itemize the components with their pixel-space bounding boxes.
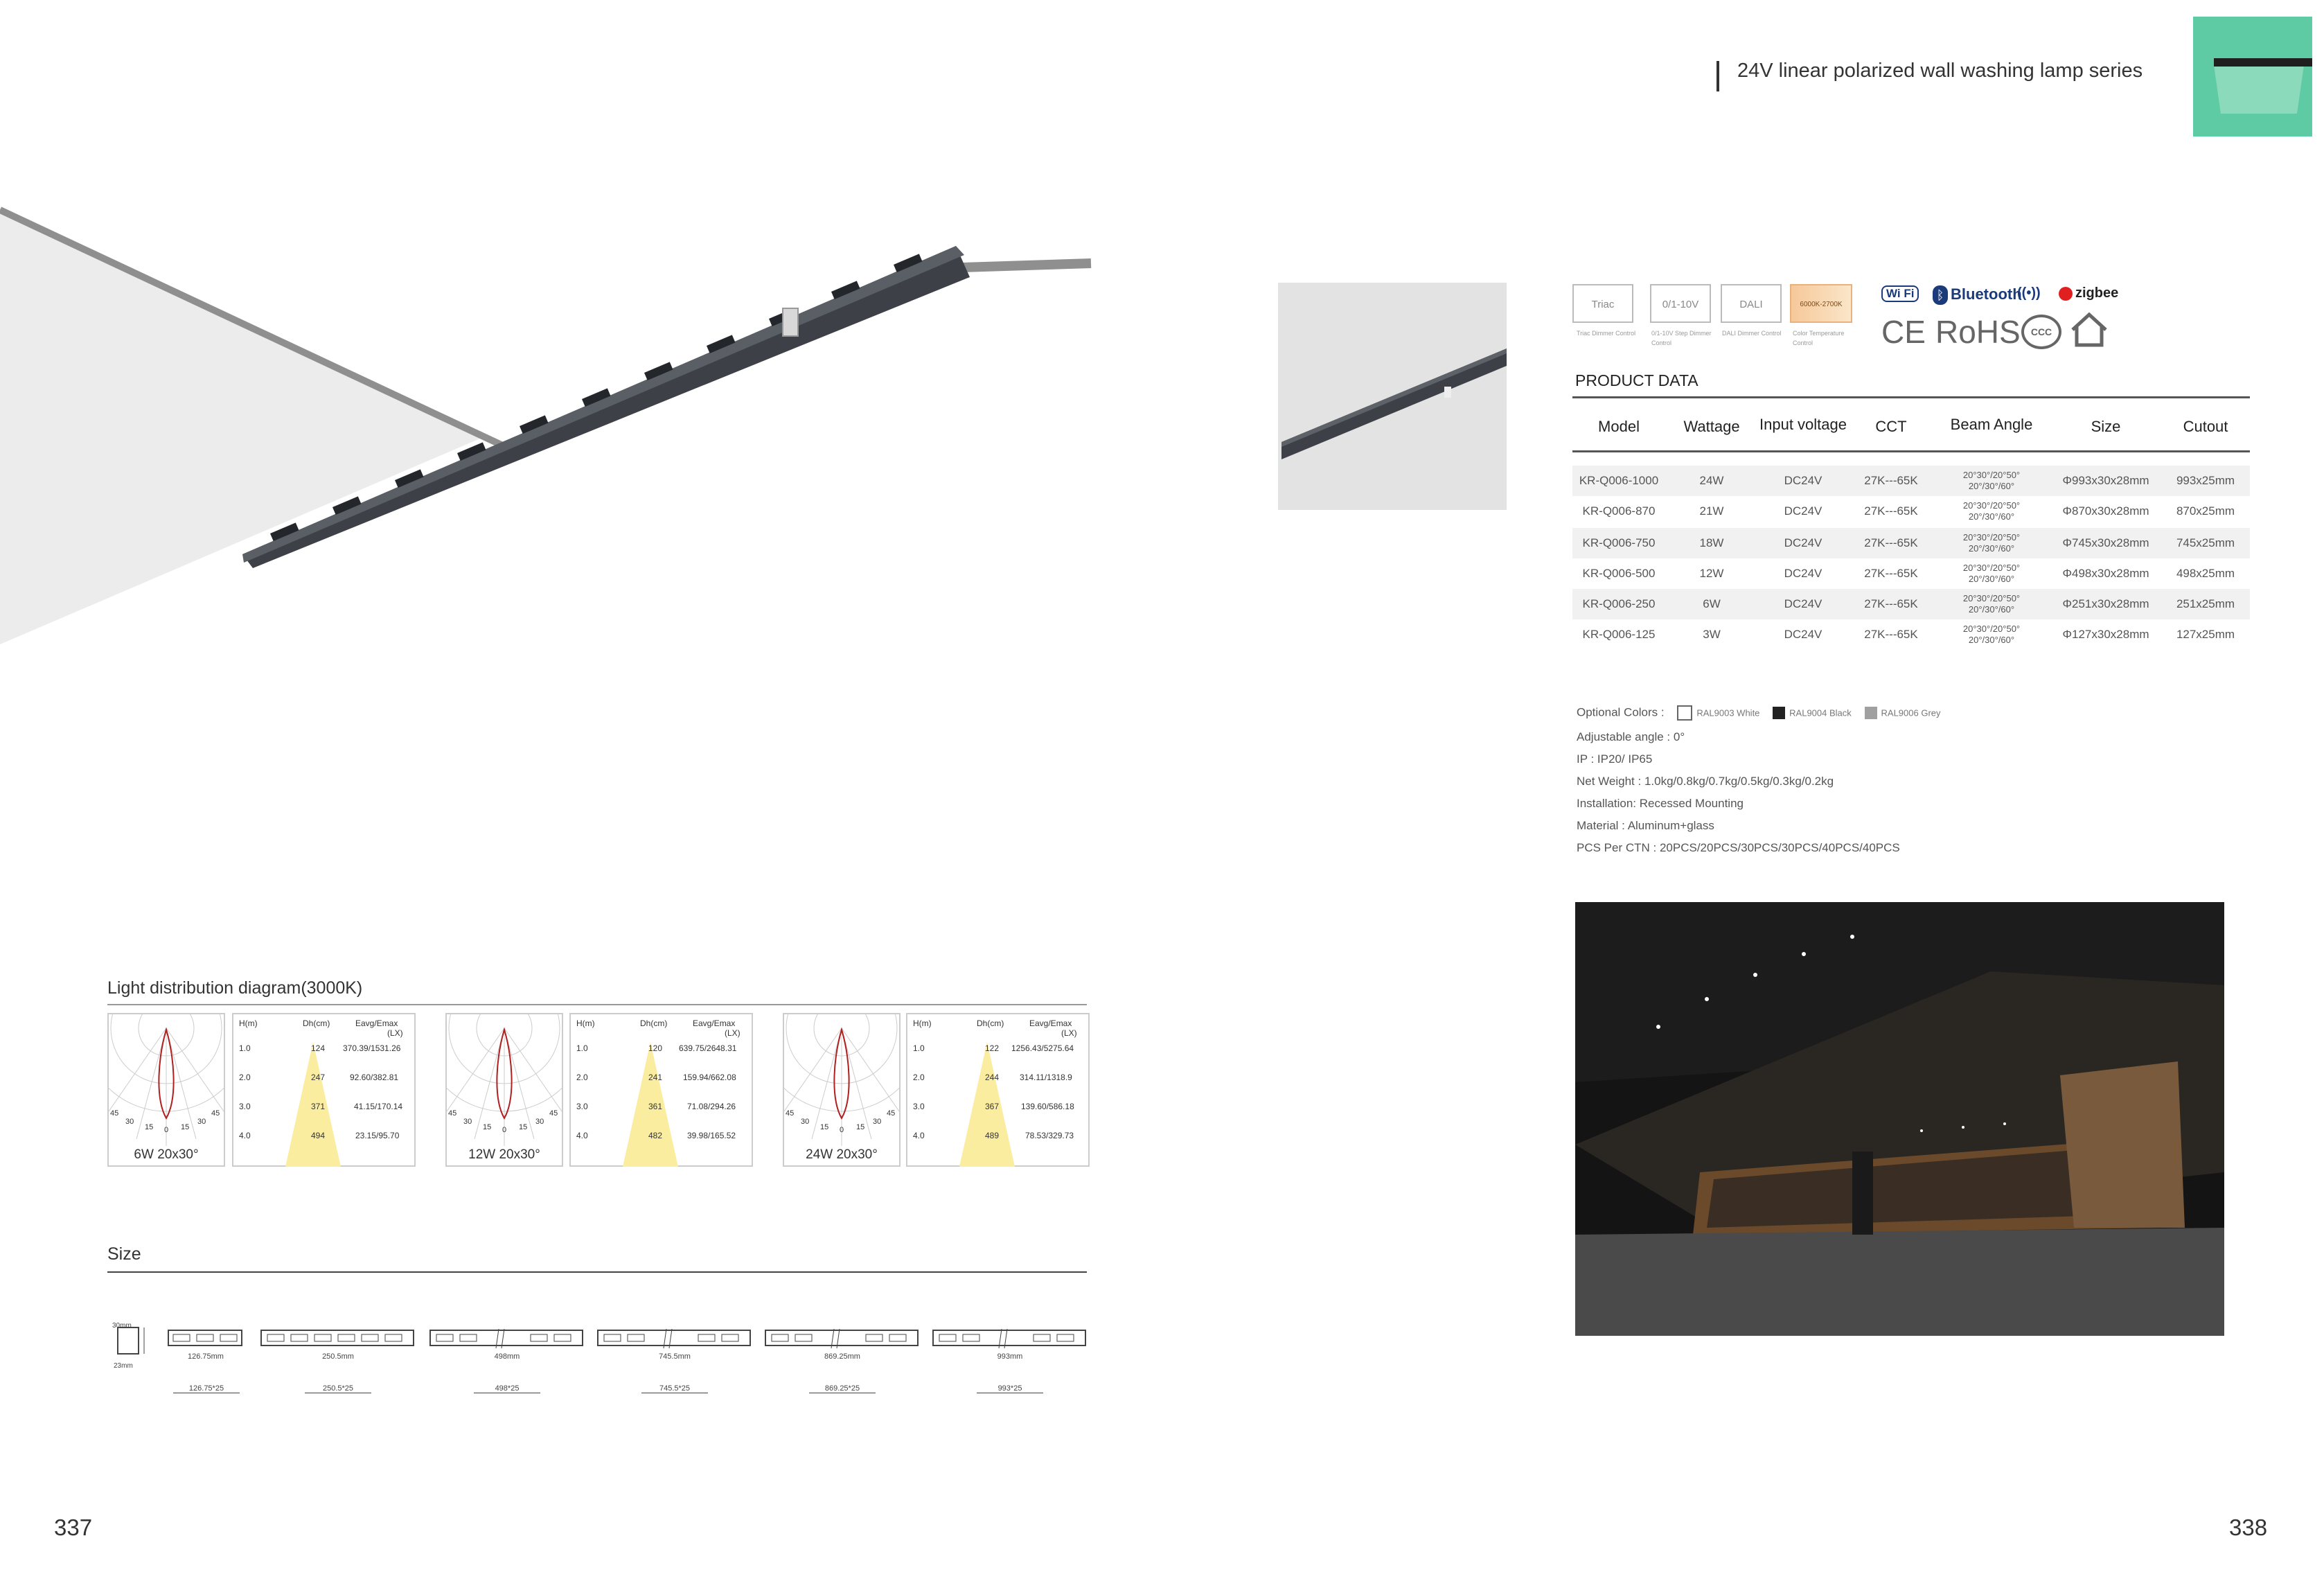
spec-ip: IP : IP20/ IP65 [1577, 752, 1653, 766]
beam-line-1: 20°30°/20°50° [1962, 593, 2021, 603]
height-cell: 1.0 [576, 1043, 588, 1053]
table-row [1572, 558, 2250, 589]
cutout-cell: 745x25mm [2176, 536, 2235, 549]
size-cell: Φ127x30x28mm [2062, 628, 2149, 641]
eavg-header: Eavg/Emax [1029, 1018, 1072, 1028]
dh-header: Dh(cm) [640, 1018, 668, 1028]
height-cell: 4.0 [239, 1131, 251, 1140]
polar-diagram [445, 1013, 563, 1167]
ce-mark: CE [1881, 314, 1926, 350]
lx-header: (LX) [1061, 1028, 1077, 1038]
size-cell: Φ498x30x28mm [2062, 567, 2149, 580]
lux-cell: 41.15/170.14 [354, 1102, 403, 1111]
spec-weight: Net Weight : 1.0kg/0.8kg/0.7kg/0.5kg/0.3kg/0.2kg [1577, 775, 1834, 788]
angle-label: 15 [856, 1123, 865, 1131]
length-label: 250.5mm [322, 1352, 354, 1361]
black-label: RAL9004 Black [1789, 707, 1852, 718]
cutout-label: 869.25*25 [809, 1384, 876, 1393]
model-cell: KR-Q006-250 [1582, 597, 1656, 610]
rohs-mark: RoHS [1935, 314, 2021, 350]
wattage-cell: 6W [1703, 597, 1721, 610]
lux-cell: 78.53/329.73 [1025, 1131, 1074, 1140]
size-cell: Φ745x30x28mm [2062, 536, 2149, 549]
cutout-cell: 251x25mm [2176, 597, 2235, 610]
beam-line-2: 20°/30°/60° [1968, 574, 2015, 584]
col-size-header: Size [2091, 418, 2121, 435]
length-label: 993mm [997, 1352, 1023, 1361]
eavg-header: Eavg/Emax [693, 1018, 736, 1028]
table-top-rule [1572, 396, 2250, 398]
angle-label: 45 [887, 1109, 896, 1118]
spec-pcs: PCS Per CTN : 20PCS/20PCS/30PCS/30PCS/40PCS/40PCS [1577, 841, 1900, 854]
height-cell: 4.0 [576, 1131, 588, 1140]
beam-line-1: 20°30°/20°50° [1962, 624, 2021, 634]
lux-cell: 1256.43/5275.64 [1011, 1043, 1074, 1053]
h-header: H(m) [913, 1018, 932, 1028]
product-data-title: PRODUCT DATA [1575, 371, 1698, 389]
col-wattage-header: Wattage [1683, 418, 1740, 435]
voltage-cell: DC24V [1784, 567, 1822, 580]
illuminance-table [569, 1013, 753, 1167]
cct-cell: 27K---65K [1864, 504, 1918, 518]
cct-cell: 27K---65K [1864, 628, 1918, 641]
eavg-header: Eavg/Emax [355, 1018, 398, 1028]
triac-caption: Triac Dimmer Control [1577, 330, 1636, 337]
page-number-right: 338 [2229, 1515, 2268, 1540]
header-divider [1717, 61, 1719, 91]
lux-cell: 39.98/165.52 [687, 1131, 736, 1140]
height-cell: 2.0 [239, 1073, 251, 1082]
installation-photo [1575, 902, 2224, 1336]
header-product-thumbnail [2193, 17, 2312, 136]
beam-line-1: 20°30°/20°50° [1962, 563, 2021, 573]
zigbee-label: zigbee [2075, 285, 2119, 301]
lx-header: (LX) [387, 1028, 403, 1038]
wattage-cell: 21W [1699, 504, 1724, 518]
length-label: 745.5mm [659, 1352, 691, 1361]
0-10v-caption: 0/1-10V Step Dimmer Control [1651, 330, 1712, 346]
col-voltage-header: Input voltage [1759, 416, 1847, 433]
diagram-label: 24W 20x30° [806, 1147, 878, 1162]
model-cell: KR-Q006-125 [1582, 628, 1656, 641]
product-thumbnail [1278, 283, 1507, 510]
cutout-cell: 498x25mm [2176, 567, 2235, 580]
fixture-drawing [597, 1329, 752, 1350]
profile-height-label: 30mm [112, 1322, 132, 1330]
optional-colors-label: Optional Colors : [1577, 705, 1665, 719]
diameter-cell: 367 [985, 1102, 1000, 1111]
diagram-label: 12W 20x30° [468, 1147, 540, 1162]
angle-label: 15 [181, 1123, 190, 1131]
length-label: 126.75mm [188, 1352, 224, 1361]
lux-cell: 23.15/95.70 [355, 1131, 400, 1140]
height-cell: 1.0 [913, 1043, 925, 1053]
size-cell: Φ993x30x28mm [2062, 474, 2149, 487]
indoor-use-icon [2068, 310, 2110, 349]
fixture-drawing [168, 1329, 244, 1350]
dali-caption: DALI Dimmer Control [1722, 330, 1782, 337]
polar-diagram [783, 1013, 901, 1167]
beam-line-1: 20°30°/20°50° [1962, 500, 2021, 511]
beam-line-2: 20°/30°/60° [1968, 543, 2015, 554]
light-distribution-rule [107, 1004, 1087, 1005]
ccc-mark: CCC [2021, 315, 2061, 349]
lux-cell: 159.94/662.08 [683, 1073, 736, 1082]
cct-caption: Color Temperature Control [1793, 330, 1845, 346]
voltage-cell: DC24V [1784, 536, 1822, 549]
angle-label: 45 [549, 1109, 558, 1118]
page-number-left: 337 [54, 1515, 93, 1540]
illuminance-table [906, 1013, 1090, 1167]
model-cell: KR-Q006-870 [1582, 504, 1656, 518]
wattage-cell: 24W [1699, 474, 1724, 487]
diameter-cell: 247 [311, 1073, 326, 1082]
angle-label: 0 [840, 1126, 844, 1134]
diameter-cell: 244 [985, 1073, 1000, 1082]
optional-colors-line [1577, 705, 1941, 721]
lux-cell: 314.11/1318.9 [1020, 1073, 1072, 1082]
lux-cell: 370.39/1531.26 [343, 1043, 401, 1053]
height-cell: 1.0 [239, 1043, 251, 1053]
height-cell: 3.0 [913, 1102, 925, 1111]
spec-angle: Adjustable angle : 0° [1577, 730, 1685, 743]
diameter-cell: 124 [311, 1043, 326, 1053]
cct-cell: 27K---65K [1864, 567, 1918, 580]
height-cell: 4.0 [913, 1131, 925, 1140]
lux-cell: 92.60/382.81 [350, 1073, 399, 1082]
angle-label: 15 [519, 1123, 528, 1131]
angle-label: 45 [786, 1109, 795, 1118]
fixture-drawing [260, 1329, 416, 1350]
wattage-cell: 12W [1699, 567, 1724, 580]
hero-lamp-illustration [0, 173, 1108, 672]
diameter-cell: 371 [311, 1102, 326, 1111]
cutout-label: 498*25 [474, 1384, 540, 1393]
angle-label: 30 [535, 1118, 544, 1126]
angle-label: 30 [125, 1118, 134, 1126]
angle-label: 30 [197, 1118, 206, 1126]
model-cell: KR-Q006-1000 [1579, 474, 1659, 487]
angle-label: 30 [801, 1118, 810, 1126]
table-row [1572, 589, 2250, 619]
cutout-label: 745.5*25 [641, 1384, 708, 1393]
fixture-drawing [429, 1329, 585, 1350]
diameter-cell: 241 [648, 1073, 663, 1082]
voltage-cell: DC24V [1784, 504, 1822, 518]
beam-line-2: 20°/30°/60° [1968, 511, 2015, 522]
beam-cell [1933, 624, 2050, 646]
light-distribution-title: Light distribution diagram(3000K) [107, 978, 363, 998]
cutout-cell: 993x25mm [2176, 474, 2235, 487]
diagram-label: 6W 20x30° [134, 1147, 199, 1162]
beam-line-2: 20°/30°/60° [1968, 635, 2015, 645]
angle-label: 15 [820, 1123, 829, 1131]
dh-header: Dh(cm) [303, 1018, 330, 1028]
dh-header: Dh(cm) [977, 1018, 1004, 1028]
height-cell: 3.0 [576, 1102, 588, 1111]
grey-swatch [1865, 707, 1877, 719]
0-10v-control-box: 0/1-10V [1650, 284, 1711, 323]
triac-control-box: Triac [1572, 284, 1633, 323]
cutout-label: 250.5*25 [305, 1384, 371, 1393]
fixture-drawing [932, 1329, 1088, 1350]
table-row [1572, 496, 2250, 527]
beam-line-1: 20°30°/20°50° [1962, 532, 2021, 542]
zigbee-icon [2059, 287, 2073, 301]
wattage-cell: 3W [1703, 628, 1721, 641]
angle-label: 45 [110, 1109, 119, 1118]
lux-cell: 139.60/586.18 [1021, 1102, 1074, 1111]
h-header: H(m) [239, 1018, 258, 1028]
bluetooth-icon: ᛒ [1933, 285, 1948, 305]
angle-label: 45 [448, 1109, 457, 1118]
spec-installation: Installation: Recessed Mounting [1577, 797, 1744, 810]
size-cell: Φ251x30x28mm [2062, 597, 2149, 610]
height-cell: 2.0 [576, 1073, 588, 1082]
model-cell: KR-Q006-750 [1582, 536, 1656, 549]
cutout-cell: 870x25mm [2176, 504, 2235, 518]
wattage-cell: 18W [1699, 536, 1724, 549]
col-cutout-header: Cutout [2183, 418, 2228, 435]
table-row [1572, 528, 2250, 558]
beam-line-2: 20°/30°/60° [1968, 481, 2015, 491]
series-title: 24V linear polarized wall washing lamp series [1737, 60, 2143, 82]
beam-cell [1933, 593, 2050, 615]
beam-line-1: 20°30°/20°50° [1962, 470, 2021, 480]
angle-label: 30 [873, 1118, 882, 1126]
table-header-rule [1572, 450, 2250, 452]
diameter-cell: 361 [648, 1102, 663, 1111]
model-cell: KR-Q006-500 [1582, 567, 1656, 580]
length-label: 498mm [494, 1352, 520, 1361]
col-model-header: Model [1598, 418, 1640, 435]
angle-label: 0 [164, 1126, 169, 1134]
spec-material: Material : Aluminum+glass [1577, 819, 1714, 832]
beam-cell [1933, 470, 2050, 492]
height-cell: 2.0 [913, 1073, 925, 1082]
col-beam-header: Beam Angle [1950, 416, 2033, 433]
dali-control-box: DALI [1721, 284, 1782, 323]
lux-cell: 639.75/2648.31 [679, 1043, 737, 1053]
fixture-drawing [765, 1329, 920, 1350]
cct-cell: 27K---65K [1864, 474, 1918, 487]
diameter-cell: 482 [648, 1131, 663, 1140]
bluetooth-label: Bluetooth [1951, 285, 2022, 303]
beam-line-2: 20°/30°/60° [1968, 604, 2015, 615]
size-rule [107, 1271, 1087, 1273]
size-title: Size [107, 1244, 141, 1264]
angle-label: 0 [502, 1126, 507, 1134]
white-label: RAL9003 White [1696, 707, 1760, 718]
diameter-cell: 122 [985, 1043, 1000, 1053]
signal-icon: ((•)) [2017, 285, 2041, 301]
cutout-label: 126.75*25 [173, 1384, 240, 1393]
table-row [1572, 466, 2250, 496]
voltage-cell: DC24V [1784, 474, 1822, 487]
grey-label: RAL9006 Grey [1881, 707, 1941, 718]
cct-control-box: 6000K-2700K [1790, 284, 1852, 323]
cct-cell: 27K---65K [1864, 597, 1918, 610]
cct-cell: 27K---65K [1864, 536, 1918, 549]
white-swatch [1677, 705, 1692, 721]
diameter-cell: 120 [648, 1043, 663, 1053]
black-swatch [1773, 707, 1785, 719]
lux-cell: 71.08/294.26 [687, 1102, 736, 1111]
cutout-cell: 127x25mm [2176, 628, 2235, 641]
diameter-cell: 494 [311, 1131, 326, 1140]
size-cell: Φ870x30x28mm [2062, 504, 2149, 518]
table-row [1572, 619, 2250, 650]
height-cell: 3.0 [239, 1102, 251, 1111]
polar-diagram [107, 1013, 225, 1167]
voltage-cell: DC24V [1784, 597, 1822, 610]
h-header: H(m) [576, 1018, 595, 1028]
col-cct-header: CCT [1875, 418, 1907, 435]
length-label: 869.25mm [824, 1352, 860, 1361]
angle-label: 15 [145, 1123, 154, 1131]
beam-cell [1933, 532, 2050, 554]
voltage-cell: DC24V [1784, 628, 1822, 641]
angle-label: 45 [211, 1109, 220, 1118]
illuminance-table [232, 1013, 416, 1167]
angle-label: 30 [463, 1118, 472, 1126]
lx-header: (LX) [725, 1028, 740, 1038]
diameter-cell: 489 [985, 1131, 1000, 1140]
cutout-label: 993*25 [977, 1384, 1043, 1393]
profile-width-label: 23mm [114, 1362, 133, 1370]
beam-cell [1933, 563, 2050, 585]
beam-cell [1933, 500, 2050, 522]
angle-label: 15 [483, 1123, 492, 1131]
wifi-icon: Wi Fi [1881, 285, 1919, 302]
